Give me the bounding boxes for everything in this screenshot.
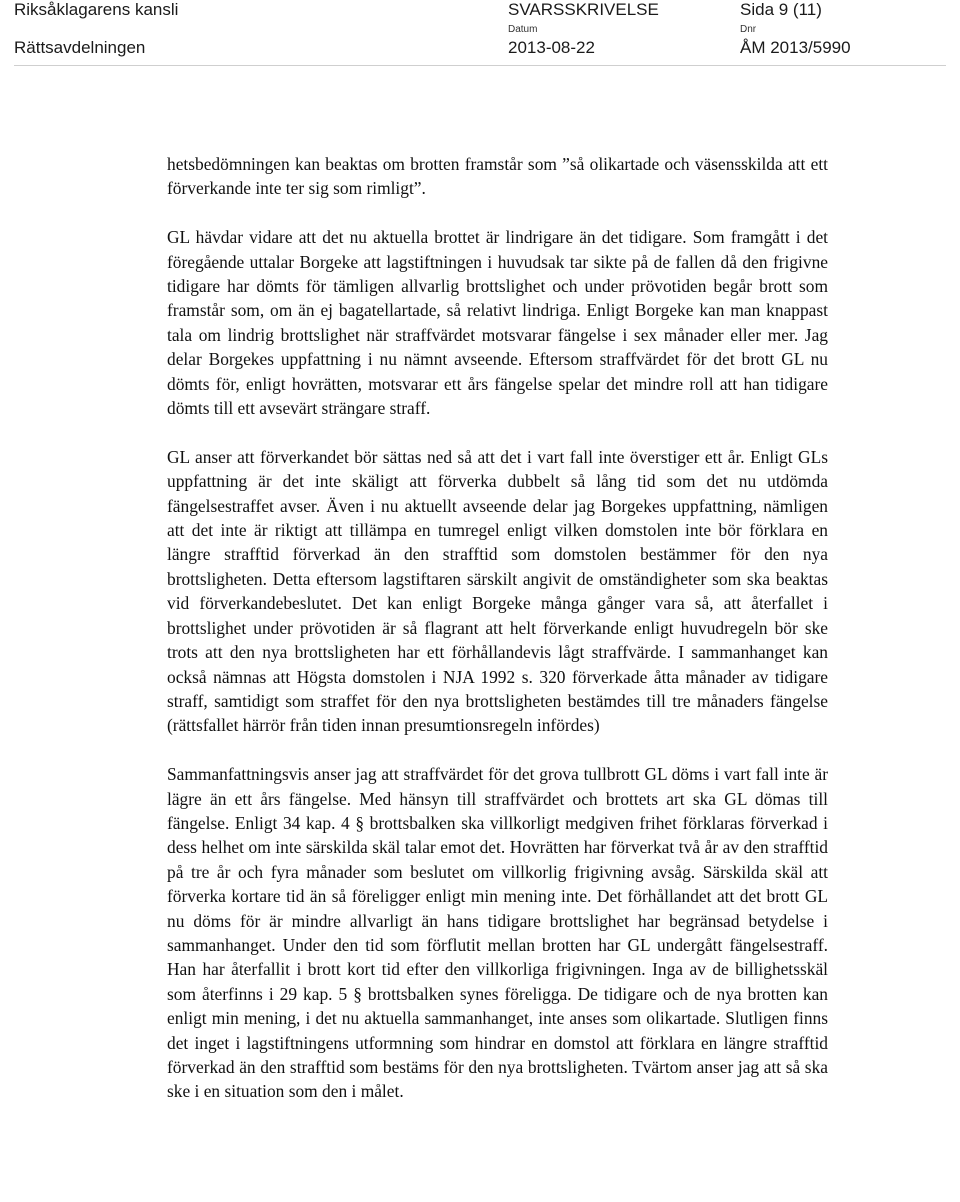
case-number: ÅM 2013/5990: [740, 38, 851, 57]
document-type: SVARSSKRIVELSE: [508, 0, 659, 19]
organization-name: Riksåklagarens kansli: [14, 0, 179, 19]
department-name: Rättsavdelningen: [14, 38, 146, 57]
document-date: 2013-08-22: [508, 38, 595, 57]
date-label: Datum: [508, 24, 538, 35]
paragraph-1: hetsbedömningen kan beaktas om brotten framstår som ”så olikartade och väsensskilda att ett förverkande inte ter sig som rimligt”.: [167, 154, 828, 199]
body-text: [167, 152, 828, 1128]
paragraph-4: Sammanfattningsvis anser jag att straffvärdet för det grova tullbrott GL döms i vart fall inte är lägre än ett års fängelse. Med hänsyn till straffvärdet och brottets art ska GL dömas till fängelse. Enligt 34 kap. 4 § brottsbalken ska villkorligt medgiven frihet förklaras förverkad i dess helhet om inte särskilda skäl talar emot det. Hovrätten har förverkat två år av den strafftid på tre år och fyra månader som beslutet om villkorlig frigivning avsåg. Särskilda skäl att förverka kortare tid än så föreligger enligt min mening inte. Det förhållandet att det brott GL nu döms för är mindre allvarligt än hans tidigare brottslighet har begränsad betydelse i sammanhanget. Under den tid som förflutit mellan brotten har GL undergått fängelsestraff. Han har återfallit i brott kort tid efter den villkorliga frigivningen. Inga av de billighetsskäl som återfinns i 29 kap. 5 § brottsbalken synes föreligga. De tidigare och de nya brotten kan enligt min mening, i det nu aktuella sammanhanget, inte anses som olikartade. Slutligen finns det inget i lagstiftningens utformning som hindrar en domstol att förklara en längre strafftid förverkad än den strafftid som bestäms för den nya brottsligheten. Tvärtom anser jag att så ska ske i en situation som den i målet.: [167, 764, 828, 1102]
header-divider: [14, 65, 946, 66]
paragraph-3: GL anser att förverkandet bör sättas ned så att det i vart fall inte överstiger ett år. Enligt GLs uppfattning är det inte skäligt att förverka dubbelt så lång tid som det nu utdömda fängelsestraffet avser. Även i nu aktuellt avseende delar jag Borgekes uppfattning, nämligen att det inte är riktigt att tillämpa en tumregel enligt vilken domstolen inte bör förklara en längre strafftid förverkad än den strafftid som domstolen bestämmer för den nya brottsligheten. Detta eftersom lagstiftaren särskilt angivit de omständigheter som ska beaktas vid förverkandebeslutet. Det kan enligt Borgeke många gånger vara så, att återfallet i brottslighet under prövotiden är så flagrant att helt förverkande enligt huvudregeln bör ske trots att den nya brottsligheten har ett förhållandevis lågt straffvärde. I sammanhanget kan också nämnas att Högsta domstolen i NJA 1992 s. 320 förverkade åtta månader av tidigare straff, samtidigt som straffet för den nya brottsligheten bestämdes till tre månaders fängelse (rättsfallet härrör från tiden innan presumtionsregeln infördes): [167, 446, 828, 736]
dnr-label: Dnr: [740, 24, 757, 35]
paragraph-2: GL hävdar vidare att det nu aktuella brottet är lindrigare än det tidigare. Som framgått i det föregående uttalar Borgeke att lagstiftningen i huvudsak tar sikte på de fallen då den frigivne tidigare har dömts för tämligen allvarlig brottslighet och under prövotiden begår brott som framstår som, om än ej bagatellartade, så relativt lindriga. Enligt Borgeke kan man knappast tala om lindrig brottslighet när straffvärdet motsvarar fängelse i sex månader eller mer. Jag delar Borgekes uppfattning i nu nämnt avseende. Eftersom straffvärdet för det brott GL nu dömts för, enligt hovrätten, motsvarar ett års fängelse spelar det mindre roll att han tidigare dömts till ett avsevärt strängare straff.: [167, 227, 828, 419]
page-number: Sida 9 (11): [740, 0, 822, 19]
